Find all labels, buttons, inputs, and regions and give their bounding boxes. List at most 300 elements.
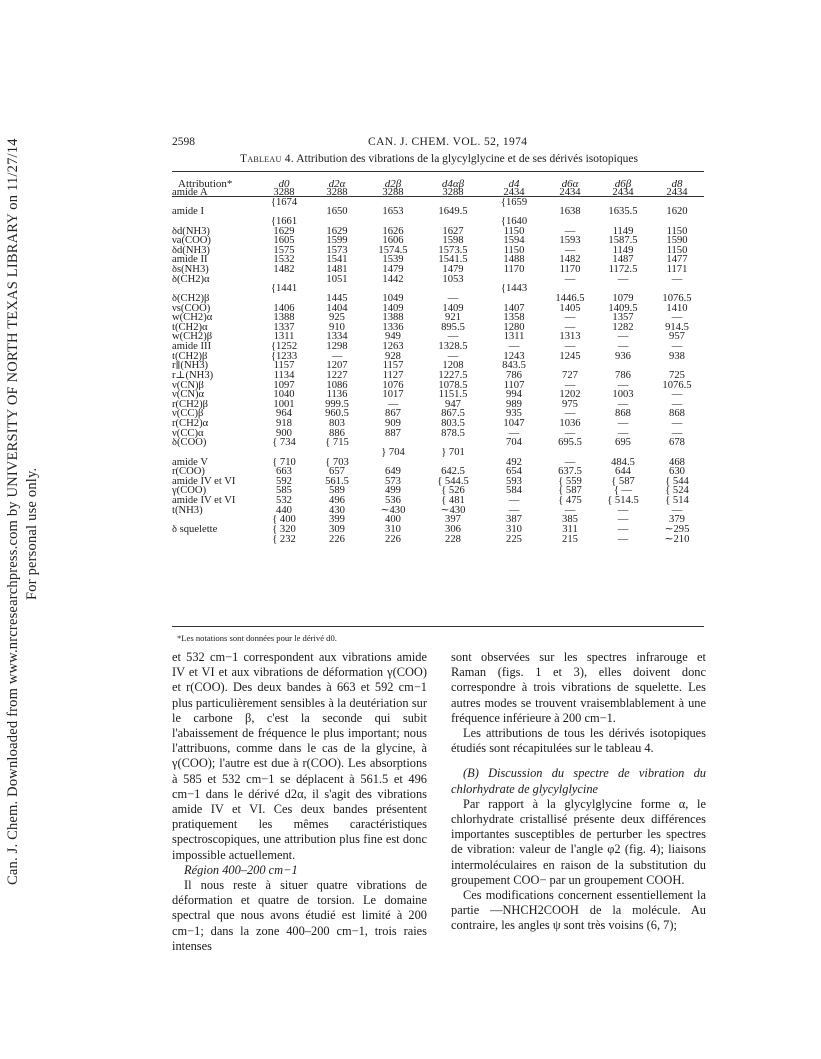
frequency-cell: 1208 — [442, 361, 464, 371]
frequency-cell: 310 — [506, 524, 522, 535]
attribution-cell — [172, 448, 258, 458]
frequency-cell: 949 — [385, 332, 401, 342]
attribution-cell: δ squelette — [172, 524, 218, 535]
frequency-cell: 1086 — [326, 380, 348, 391]
attribution-cell: γ(COO) — [172, 486, 207, 496]
column-header: d4αβ — [441, 178, 465, 190]
frequency-cell: 592 — [276, 476, 292, 487]
table-row — [172, 255, 704, 265]
frequency-cell: 379 — [669, 515, 685, 525]
frequency-cell: 695.5 — [558, 438, 582, 448]
frequency-cell: 492 — [506, 457, 522, 468]
frequency-cell: 1157 — [273, 361, 295, 371]
frequency-cell: ∼430 — [380, 505, 406, 516]
attribution-cell — [172, 535, 258, 545]
frequency-cell: — — [564, 313, 576, 323]
frequency-cell: 1334 — [326, 332, 348, 342]
column-header: d2α — [328, 178, 346, 190]
frequency-cell: 430 — [329, 505, 345, 516]
attribution-cell: t(CH2)α — [172, 322, 208, 333]
frequency-cell — [364, 284, 422, 294]
frequency-cell: {1441 — [270, 284, 298, 294]
frequency-cell: 1532 — [273, 255, 295, 265]
frequency-cell: 1409 — [442, 303, 464, 314]
frequency-cell: 727 — [562, 370, 578, 381]
frequency-cell: 900 — [276, 428, 292, 439]
frequency-cell: 867.5 — [441, 409, 465, 419]
frequency-cell: — — [564, 245, 576, 256]
frequency-cell: 1482 — [273, 265, 295, 275]
attribution-cell: δ(COO) — [172, 438, 207, 448]
frequency-cell: 1076 — [382, 380, 404, 391]
frequency-cell: 399 — [329, 515, 345, 525]
frequency-cell: 928 — [385, 351, 401, 362]
attribution-table — [172, 188, 704, 544]
frequency-cell: 1172.5 — [608, 265, 638, 275]
frequency-cell: 3288 — [382, 188, 404, 198]
frequency-cell: 1653 — [382, 207, 404, 217]
attribution-cell: δ(CH2)β — [172, 293, 210, 304]
frequency-cell: 499 — [385, 486, 401, 496]
frequency-cell — [484, 294, 544, 304]
frequency-cell: {1233 — [270, 351, 298, 362]
frequency-cell: 2434 — [503, 188, 525, 198]
frequency-cell: 1481 — [326, 265, 348, 275]
frequency-cell — [544, 361, 596, 371]
frequency-cell: — — [671, 274, 683, 285]
table-row — [172, 515, 704, 525]
frequency-cell: 385 — [562, 515, 578, 525]
frequency-cell — [484, 275, 544, 285]
frequency-cell: 1635.5 — [608, 207, 638, 217]
frequency-cell — [422, 284, 484, 294]
frequency-cell: 678 — [669, 438, 685, 448]
attribution-cell: amide A — [172, 188, 208, 198]
frequency-cell: 1590 — [666, 236, 688, 246]
frequency-cell: { 481 — [441, 496, 465, 506]
column-header: d0 — [278, 178, 290, 190]
frequency-cell: 925 — [329, 313, 345, 323]
frequency-cell: 1599 — [326, 236, 348, 246]
frequency-cell: 1541.5 — [438, 255, 468, 265]
frequency-cell: 1410 — [666, 303, 688, 314]
table-row — [172, 246, 704, 256]
frequency-cell — [310, 217, 364, 227]
frequency-cell: 3288 — [273, 188, 295, 198]
frequency-cell: {1252 — [270, 342, 298, 352]
frequency-cell: 1575 — [273, 245, 295, 256]
frequency-cell: 1149 — [612, 245, 634, 256]
frequency-cell: 1298 — [326, 342, 348, 352]
frequency-cell — [484, 207, 544, 217]
frequency-cell: — — [671, 342, 683, 352]
frequency-cell: 975 — [562, 399, 578, 410]
frequency-cell: 309 — [329, 524, 345, 535]
table-row — [172, 236, 704, 246]
attribution-cell: w(CH2)α — [172, 313, 213, 323]
table-row — [172, 458, 704, 468]
frequency-cell: { — — [613, 486, 633, 496]
table-row — [172, 381, 704, 391]
frequency-cell: ∼295 — [664, 524, 690, 535]
frequency-cell: 938 — [669, 351, 685, 362]
frequency-cell: } 704 — [381, 447, 405, 458]
frequency-cell: 1313 — [559, 332, 581, 342]
table-row — [172, 438, 704, 448]
frequency-cell: 637.5 — [558, 467, 582, 477]
attribution-cell: w(CH2)β — [172, 332, 213, 342]
frequency-cell: — — [617, 524, 629, 535]
frequency-cell — [484, 448, 544, 458]
frequency-cell: — — [564, 380, 576, 391]
frequency-cell: 1626 — [382, 226, 404, 237]
frequency-cell: — — [331, 351, 343, 362]
frequency-cell: { 587 — [611, 476, 635, 487]
attribution-cell: amide III — [172, 342, 212, 352]
personal-use-notice: For personal use only. — [24, 467, 40, 600]
table-row — [172, 217, 704, 227]
frequency-cell: 654 — [506, 467, 522, 477]
frequency-cell: 306 — [445, 524, 461, 535]
frequency-cell: 663 — [276, 467, 292, 477]
frequency-cell: 440 — [276, 505, 292, 516]
frequency-cell: { 587 — [558, 486, 582, 496]
frequency-cell: 1620 — [666, 207, 688, 217]
frequency-cell: — — [671, 313, 683, 323]
frequency-cell: 2434 — [559, 188, 581, 198]
frequency-cell: 1047 — [503, 419, 525, 429]
frequency-cell: 868 — [615, 409, 631, 419]
frequency-cell: 803.5 — [441, 419, 465, 429]
attribution-cell: r(COO) — [172, 467, 205, 477]
frequency-cell: 400 — [385, 515, 401, 525]
frequency-cell: 1263 — [382, 342, 404, 352]
frequency-cell — [596, 361, 650, 371]
frequency-cell: 1076.5 — [662, 293, 692, 304]
frequency-cell: { 544.5 — [437, 476, 469, 487]
frequency-cell: 1446.5 — [555, 293, 585, 304]
frequency-cell: 1003 — [612, 390, 634, 400]
frequency-cell: 593 — [506, 476, 522, 487]
frequency-cell: 1040 — [273, 390, 295, 400]
table-row — [172, 284, 704, 294]
frequency-cell: 1488 — [503, 255, 525, 265]
frequency-cell: — — [617, 274, 629, 285]
frequency-cell: 704 — [506, 438, 522, 448]
left-column — [172, 650, 427, 954]
frequency-cell: 1207 — [326, 361, 348, 371]
frequency-cell: — — [617, 534, 629, 545]
frequency-cell: 1573 — [326, 245, 348, 256]
frequency-cell: 1594 — [503, 236, 525, 246]
frequency-cell: 1243 — [503, 351, 525, 362]
frequency-cell — [650, 198, 704, 208]
frequency-cell: — — [387, 399, 399, 410]
frequency-cell: { 514 — [665, 496, 689, 506]
frequency-cell: 1479 — [382, 265, 404, 275]
table-row — [172, 227, 704, 237]
column-header: d2β — [384, 178, 402, 190]
frequency-cell: 226 — [385, 534, 401, 545]
frequency-cell: 1479 — [442, 265, 464, 275]
frequency-cell: 786 — [615, 370, 631, 381]
frequency-cell: 1587.5 — [608, 236, 638, 246]
frequency-cell: 878.5 — [441, 428, 465, 439]
table-row — [172, 188, 704, 198]
table-row — [172, 371, 704, 381]
frequency-cell: 1136 — [326, 390, 348, 400]
frequency-cell: 1388 — [273, 313, 295, 323]
frequency-cell: 1170 — [559, 265, 581, 275]
frequency-cell: — — [617, 428, 629, 439]
frequency-cell: 573 — [385, 476, 401, 487]
frequency-cell — [544, 448, 596, 458]
frequency-cell: 1282 — [612, 322, 634, 333]
table-row — [172, 265, 704, 275]
attribution-cell — [172, 284, 258, 294]
attribution-cell: r∥(NH3) — [172, 361, 209, 371]
frequency-cell — [650, 448, 704, 458]
frequency-cell: { 232 — [272, 534, 296, 545]
attribution-cell — [172, 198, 258, 208]
frequency-cell: — — [671, 390, 683, 400]
attribution-cell: νa(COO) — [172, 236, 211, 246]
frequency-cell: — — [617, 419, 629, 429]
frequency-cell: 584 — [506, 486, 522, 496]
frequency-cell: { 559 — [558, 476, 582, 487]
frequency-cell: 1079 — [612, 293, 634, 304]
table-caption — [240, 153, 638, 165]
frequency-cell: 1404 — [326, 303, 348, 314]
frequency-cell: 311 — [562, 524, 578, 535]
frequency-cell: 1337 — [273, 322, 295, 333]
table-row — [172, 332, 704, 342]
frequency-cell: 1151.5 — [438, 390, 468, 400]
frequency-cell — [422, 458, 484, 468]
frequency-cell: 1149 — [612, 226, 634, 237]
frequency-cell — [258, 207, 310, 217]
page-number: 2598 — [172, 136, 195, 148]
frequency-cell: 935 — [506, 409, 522, 419]
attribution-cell: amide IV et VI — [172, 496, 236, 506]
frequency-cell — [364, 458, 422, 468]
paragraph: sont observées sur les spectres infrarouge et Raman (figs. 1 et 3), elles doivent donc correspondre à trois vibrations de squelette. Les autres modes se trouvent vraisemblablement à une fréquence inférieure à 200 cm−1. — [451, 650, 706, 725]
frequency-cell: 994 — [506, 390, 522, 400]
frequency-cell: 1442 — [382, 274, 404, 285]
table-label: Tableau 4. — [240, 153, 294, 165]
frequency-cell: 1358 — [503, 313, 525, 323]
attribution-cell: δd(NH3) — [172, 245, 210, 256]
frequency-cell: — — [617, 332, 629, 342]
column-header: Attribution* — [178, 178, 233, 190]
frequency-cell: { 526 — [441, 486, 465, 496]
table-row — [172, 467, 704, 477]
frequency-cell: 803 — [329, 419, 345, 429]
frequency-cell — [364, 438, 422, 448]
frequency-cell — [364, 198, 422, 208]
frequency-cell: — — [564, 505, 576, 516]
frequency-cell: 1574.5 — [378, 245, 408, 256]
frequency-cell: — — [508, 428, 520, 439]
frequency-cell: 1051 — [326, 274, 348, 285]
attribution-cell — [172, 515, 258, 525]
column-header: d6β — [614, 178, 632, 190]
frequency-cell: 725 — [669, 370, 685, 381]
frequency-cell: 999.5 — [325, 399, 349, 410]
column-header: d6α — [561, 178, 579, 190]
frequency-cell: — — [508, 505, 520, 516]
frequency-cell: 228 — [445, 534, 461, 545]
frequency-cell: 1036 — [559, 419, 581, 429]
frequency-cell: — — [447, 332, 459, 342]
table-footnote: *Les notations sont données pour le dérivé d0. — [177, 633, 337, 643]
frequency-cell: 1127 — [382, 370, 404, 381]
frequency-cell — [258, 275, 310, 285]
frequency-cell: 886 — [329, 428, 345, 439]
frequency-cell: 1227.5 — [438, 370, 468, 381]
frequency-cell — [422, 217, 484, 227]
table-row — [172, 275, 704, 285]
frequency-cell: 536 — [385, 496, 401, 506]
attribution-cell: r(CH2)β — [172, 399, 208, 410]
frequency-cell: 1150 — [503, 226, 525, 237]
frequency-cell: 1405 — [559, 303, 581, 314]
frequency-cell: 1539 — [382, 255, 404, 265]
frequency-cell: 1157 — [382, 361, 404, 371]
frequency-cell: 895.5 — [441, 322, 465, 333]
frequency-cell: 868 — [669, 409, 685, 419]
frequency-cell: 1001 — [273, 399, 295, 410]
frequency-cell — [650, 361, 704, 371]
frequency-cell: 1649.5 — [438, 207, 468, 217]
table-row — [172, 313, 704, 323]
frequency-cell: 1150 — [666, 245, 688, 256]
table-top-rule — [172, 171, 704, 172]
frequency-cell — [544, 284, 596, 294]
attribution-cell: νs(COO) — [172, 303, 211, 314]
frequency-cell: 887 — [385, 428, 401, 439]
frequency-cell: {1661 — [270, 216, 298, 227]
frequency-cell: 1638 — [559, 207, 581, 217]
frequency-cell: { 524 — [665, 486, 689, 496]
table-row — [172, 535, 704, 545]
paragraph: Par rapport à la glycylglycine forme α, le chlorhydrate cristallisé présente deux différences importantes susceptibles de perturber les spectres de vibration: valeur de l'angle φ2 (fig. 4); liaisons intermoléculaires en raison de la substitution du groupement COO− par un groupement COOH. — [451, 796, 706, 887]
frequency-cell: 226 — [329, 534, 345, 545]
frequency-cell — [596, 284, 650, 294]
frequency-cell: {1659 — [500, 197, 528, 208]
frequency-cell: 1017 — [382, 390, 404, 400]
attribution-cell — [172, 217, 258, 227]
frequency-cell: {1674 — [270, 197, 298, 208]
frequency-cell: 1629 — [273, 226, 295, 237]
column-header: d4 — [508, 178, 520, 190]
table-bottom-rule — [172, 626, 704, 627]
frequency-cell: — — [564, 226, 576, 237]
frequency-cell: 1227 — [326, 370, 348, 381]
right-column — [451, 650, 706, 934]
frequency-cell: 914.5 — [665, 322, 689, 333]
frequency-cell — [422, 198, 484, 208]
frequency-cell: — — [617, 342, 629, 352]
frequency-cell: 561.5 — [325, 476, 349, 487]
frequency-cell: — — [671, 399, 683, 410]
column-header: d8 — [671, 178, 683, 190]
frequency-cell: 225 — [506, 534, 522, 545]
frequency-cell: 1202 — [559, 390, 581, 400]
frequency-cell: 947 — [445, 399, 461, 410]
table-row — [172, 323, 704, 333]
frequency-cell: 589 — [329, 486, 345, 496]
frequency-cell — [650, 217, 704, 227]
frequency-cell: 1280 — [503, 322, 525, 333]
frequency-cell: 867 — [385, 409, 401, 419]
paragraph: Ces modifications concernent essentiellement la partie —NHCH2COOH de la molécule. Au contraire, les angles ψ sont très voisins (6, 7); — [451, 888, 706, 933]
frequency-cell: 936 — [615, 351, 631, 362]
frequency-cell: 1170 — [503, 265, 525, 275]
frequency-cell: 1573.5 — [438, 245, 468, 256]
frequency-cell: 1477 — [666, 255, 688, 265]
frequency-cell: 3288 — [326, 188, 348, 198]
attribution-cell: amide V — [172, 457, 208, 468]
frequency-cell: 843.5 — [502, 361, 526, 371]
frequency-cell — [310, 198, 364, 208]
attribution-cell: ν(CN)β — [172, 380, 204, 391]
frequency-cell: 918 — [276, 419, 292, 429]
frequency-cell: 910 — [329, 322, 345, 333]
frequency-cell: 2434 — [666, 188, 688, 198]
frequency-cell: 3288 — [442, 188, 464, 198]
frequency-cell: 960.5 — [325, 409, 349, 419]
frequency-cell: 989 — [506, 399, 522, 410]
attribution-cell: r(CH2)α — [172, 419, 209, 429]
frequency-cell: 1445 — [326, 293, 348, 304]
frequency-cell: — — [671, 419, 683, 429]
frequency-cell: 484.5 — [611, 457, 635, 468]
table-row — [172, 207, 704, 217]
frequency-cell — [544, 198, 596, 208]
frequency-cell: 1078.5 — [438, 380, 468, 391]
frequency-cell: 1541 — [326, 255, 348, 265]
section-heading: Région 400–200 cm−1 — [184, 862, 298, 877]
frequency-cell: 630 — [669, 467, 685, 477]
frequency-cell: 1053 — [442, 274, 464, 285]
frequency-cell: { 710 — [272, 457, 296, 468]
table-row — [172, 198, 704, 208]
frequency-cell: 585 — [276, 486, 292, 496]
download-notice: Can. J. Chem. Downloaded from www.nrcresearchpress.com by UNIVERSITY OF NORTH TEXAS LIBRARY on 11/27/14 — [5, 138, 21, 885]
frequency-cell: { 734 — [272, 438, 296, 448]
table-title: Attribution des vibrations de la glycylglycine et de ses dérivés isotopiques — [296, 153, 638, 165]
frequency-cell: 1629 — [326, 226, 348, 237]
frequency-cell: 1245 — [559, 351, 581, 362]
frequency-cell — [650, 284, 704, 294]
frequency-cell: { 703 — [325, 457, 349, 468]
table-row — [172, 486, 704, 496]
frequency-cell — [596, 217, 650, 227]
frequency-cell: — — [564, 409, 576, 419]
frequency-cell: 215 — [562, 534, 578, 545]
table-row — [172, 477, 704, 487]
frequency-cell: 1593 — [559, 236, 581, 246]
attribution-cell: r⊥(NH3) — [172, 370, 214, 381]
frequency-cell: { 715 — [325, 438, 349, 448]
frequency-cell: — — [508, 496, 520, 506]
frequency-cell — [596, 198, 650, 208]
frequency-cell — [364, 217, 422, 227]
frequency-cell: — — [671, 505, 683, 516]
frequency-cell: 1606 — [382, 236, 404, 246]
frequency-cell: 1049 — [382, 293, 404, 304]
